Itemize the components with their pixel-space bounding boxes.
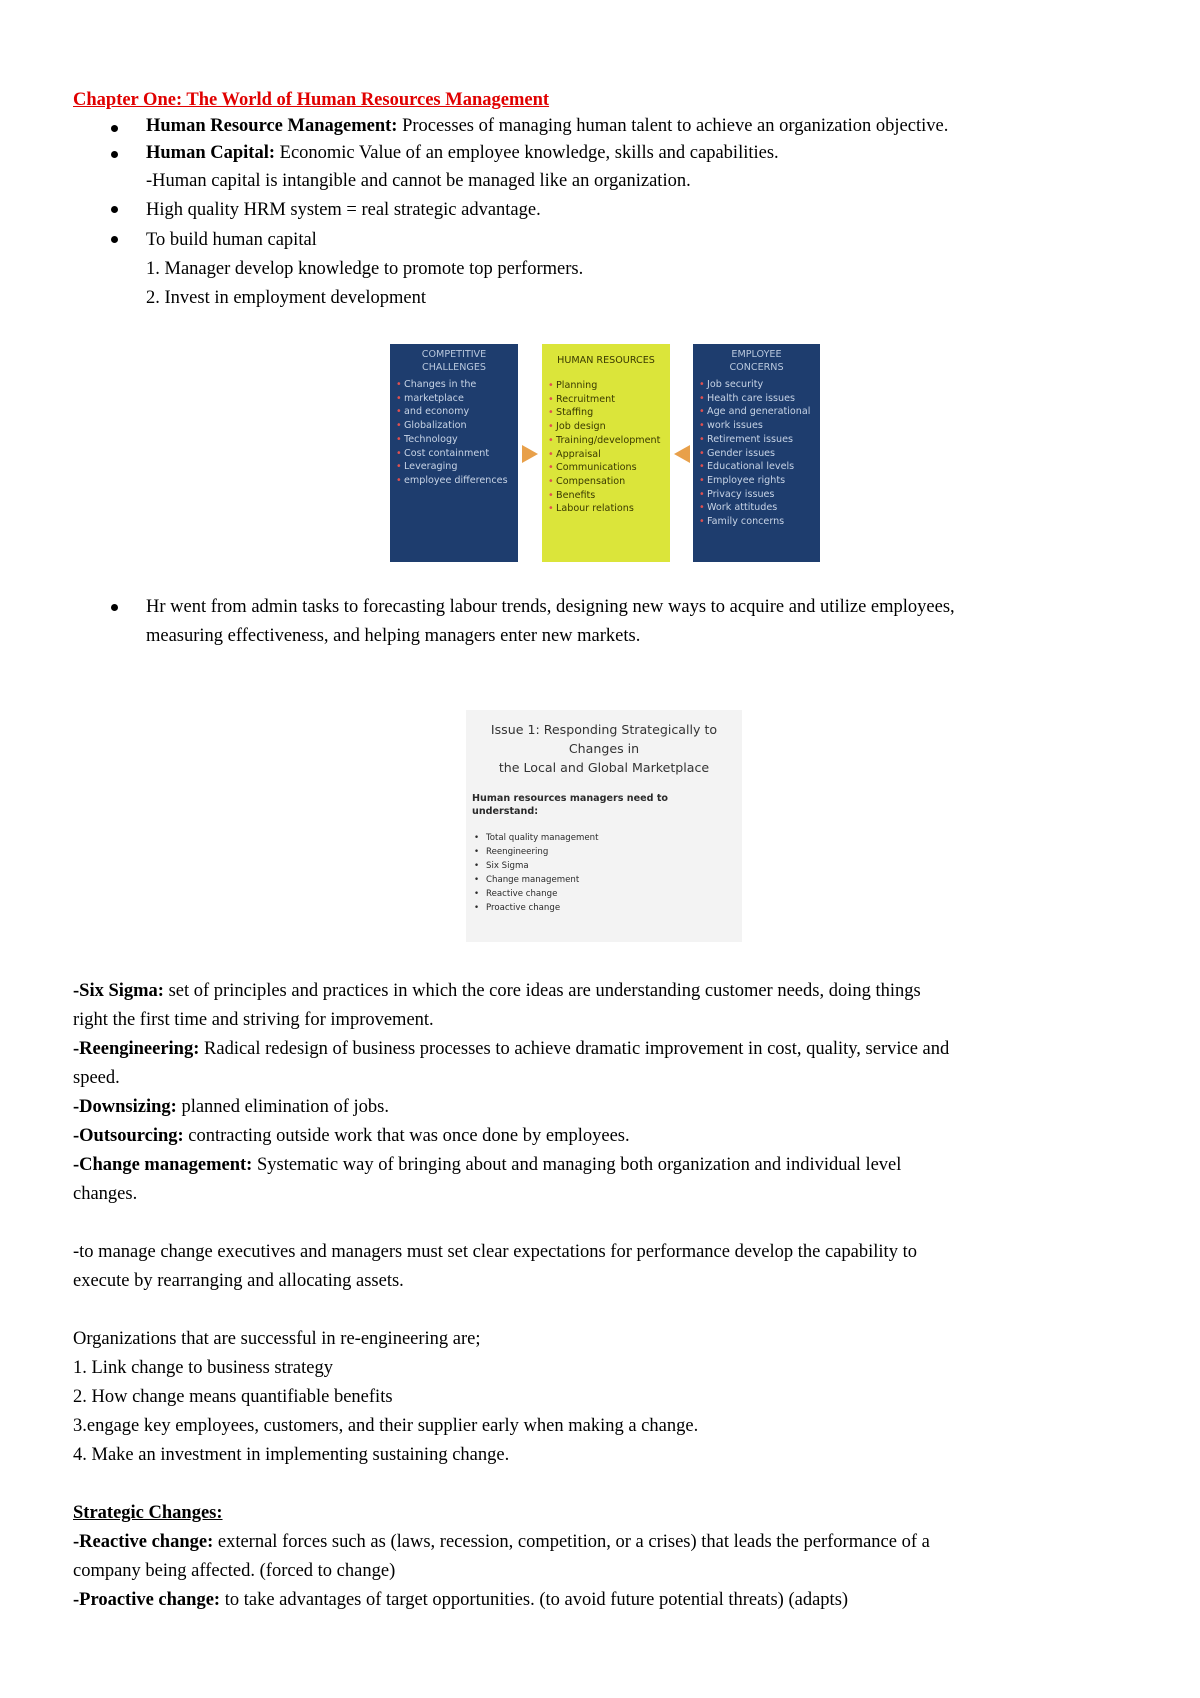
human-resources-list (548, 379, 664, 516)
build-item-2: 2. Invest in employment development (146, 288, 427, 308)
build-text: To build human capital (146, 230, 317, 250)
outsourcing-definition (73, 1126, 630, 1147)
hrm-term: Human Resource Management: (146, 116, 398, 136)
six-sigma-definition (73, 981, 921, 1002)
build-item-1: 1. Manager develop knowledge to promote top performers. (146, 259, 584, 279)
hrm-def: Processes of managing human talent to achieve an organization objective. (397, 116, 949, 136)
outsourcing-def: contracting outside work that was once done by employees. (183, 1126, 630, 1146)
employee-concerns-panel (693, 344, 820, 562)
right-arrow-icon (522, 445, 538, 463)
successful-item-4: 4. Make an investment in implementing sustaining change. (73, 1445, 510, 1465)
successful-item-1: 1. Link change to business strategy (73, 1358, 333, 1378)
hc-def: Economic Value of an employee knowledge, skills and capabilities. (275, 143, 779, 163)
hr-evolution-line-1: Hr went from admin tasks to forecasting labour trends, designing new ways to acquire and utilize employees, (146, 597, 955, 617)
list-item: • Six Sigma (472, 860, 599, 874)
list-item: • Health care issues (699, 392, 814, 406)
competitive-challenges-heading: COMPETITIVE CHALLENGES (421, 349, 487, 373)
list-item: • marketplace (396, 392, 512, 406)
slide-list (472, 832, 599, 915)
hc-note: -Human capital is intangible and cannot be managed like an organization. (146, 171, 691, 191)
list-item: • Job design (548, 420, 664, 434)
list-item: • Reengineering (472, 846, 599, 860)
list-item: • Privacy issues (699, 488, 814, 502)
reactive-change-def: external forces such as (laws, recession, competition, or a crises) that leads the performance of a (213, 1532, 930, 1552)
reactive-change-term: -Reactive change: (73, 1532, 214, 1552)
list-item: • work issues (699, 419, 814, 433)
employee-concerns-list (699, 378, 814, 529)
manage-change-line-1: -to manage change executives and managers must set clear expectations for performance develop the capability to (73, 1242, 917, 1262)
list-item: • Retirement issues (699, 433, 814, 447)
six-sigma-term: -Six Sigma: (73, 981, 164, 1001)
list-item: • Proactive change (472, 902, 599, 916)
bullet-icon (111, 236, 118, 243)
hq-text: High quality HRM system = real strategic advantage. (146, 200, 541, 220)
change-management-def-cont: changes. (73, 1184, 138, 1204)
six-sigma-def-cont: right the first time and striving for improvement. (73, 1010, 434, 1030)
reactive-change-definition (73, 1532, 930, 1553)
competitive-challenges-list (396, 378, 512, 488)
downsizing-def: planned elimination of jobs. (176, 1097, 390, 1117)
list-item: • Staffing (548, 406, 664, 420)
reengineering-definition (73, 1039, 949, 1060)
list-item: • Change management (472, 874, 599, 888)
left-arrow-icon (674, 445, 690, 463)
bullet-icon (111, 604, 118, 611)
human-resources-heading: HUMAN RESOURCES (557, 355, 655, 366)
slide-subtitle: Human resources managers need to understand: (472, 793, 669, 817)
employee-concerns-heading: EMPLOYEE CONCERNS (729, 349, 784, 373)
list-item: • Total quality management (472, 832, 599, 846)
reengineering-def-cont: speed. (73, 1068, 120, 1088)
six-sigma-def: set of principles and practices in which the core ideas are understanding customer needs, doing things (163, 981, 921, 1001)
list-item: • Changes in the (396, 378, 512, 392)
hrm-definition (146, 116, 948, 137)
issue-slide-figure (466, 710, 742, 942)
manage-change-line-2: execute by rearranging and allocating assets. (73, 1271, 404, 1291)
downsizing-definition (73, 1097, 389, 1118)
list-item: • Job security (699, 378, 814, 392)
outsourcing-term: -Outsourcing: (73, 1126, 184, 1146)
list-item: • Leveraging (396, 460, 512, 474)
change-management-definition (73, 1155, 901, 1176)
list-item: • Training/development (548, 434, 664, 448)
downsizing-term: -Downsizing: (73, 1097, 177, 1117)
human-resources-panel (542, 344, 670, 562)
hc-term: Human Capital: (146, 143, 276, 163)
list-item: • Employee rights (699, 474, 814, 488)
successful-item-2: 2. How change means quantifiable benefits (73, 1387, 393, 1407)
proactive-change-term: -Proactive change: (73, 1590, 221, 1610)
change-management-def: Systematic way of bringing about and managing both organization and individual level (252, 1155, 902, 1175)
list-item: • Work attitudes (699, 501, 814, 515)
list-item: • Communications (548, 461, 664, 475)
list-item: • Appraisal (548, 448, 664, 462)
successful-item-3: 3.engage key employees, customers, and their supplier early when making a change. (73, 1416, 699, 1436)
proactive-change-def: to take advantages of target opportunities. (to avoid future potential threats) (adapts) (220, 1590, 849, 1610)
list-item: • Planning (548, 379, 664, 393)
reactive-change-def-cont: company being affected. (forced to change) (73, 1561, 396, 1581)
list-item: • Compensation (548, 475, 664, 489)
bullet-icon (111, 151, 118, 158)
list-item: • employee differences (396, 474, 512, 488)
list-item: • Age and generational (699, 405, 814, 419)
competitive-challenges-panel (390, 344, 518, 562)
slide-title: Issue 1: Responding Strategically to Changes in the Local and Global Marketplace (490, 722, 718, 775)
bullet-icon (111, 125, 118, 132)
list-item: • and economy (396, 405, 512, 419)
list-item: • Gender issues (699, 447, 814, 461)
proactive-change-definition (73, 1590, 848, 1611)
change-management-term: -Change management: (73, 1155, 253, 1175)
list-item: • Reactive change (472, 888, 599, 902)
list-item: • Globalization (396, 419, 512, 433)
list-item: • Benefits (548, 489, 664, 503)
list-item: • Educational levels (699, 460, 814, 474)
chapter-title: Chapter One: The World of Human Resources Management (73, 90, 550, 110)
successful-intro: Organizations that are successful in re-engineering are; (73, 1329, 481, 1349)
reengineering-term: -Reengineering: (73, 1039, 200, 1059)
list-item: • Labour relations (548, 502, 664, 516)
strategic-changes-heading: Strategic Changes: (73, 1503, 223, 1523)
bullet-icon (111, 206, 118, 213)
hr-evolution-line-2: measuring effectiveness, and helping managers enter new markets. (146, 626, 641, 646)
list-item: • Family concerns (699, 515, 814, 529)
hr-framework-figure (390, 344, 820, 562)
hc-definition (146, 143, 779, 164)
list-item: • Technology (396, 433, 512, 447)
reengineering-def: Radical redesign of business processes to achieve dramatic improvement in cost, quality, service and (199, 1039, 950, 1059)
list-item: • Cost containment (396, 447, 512, 461)
list-item: • Recruitment (548, 393, 664, 407)
